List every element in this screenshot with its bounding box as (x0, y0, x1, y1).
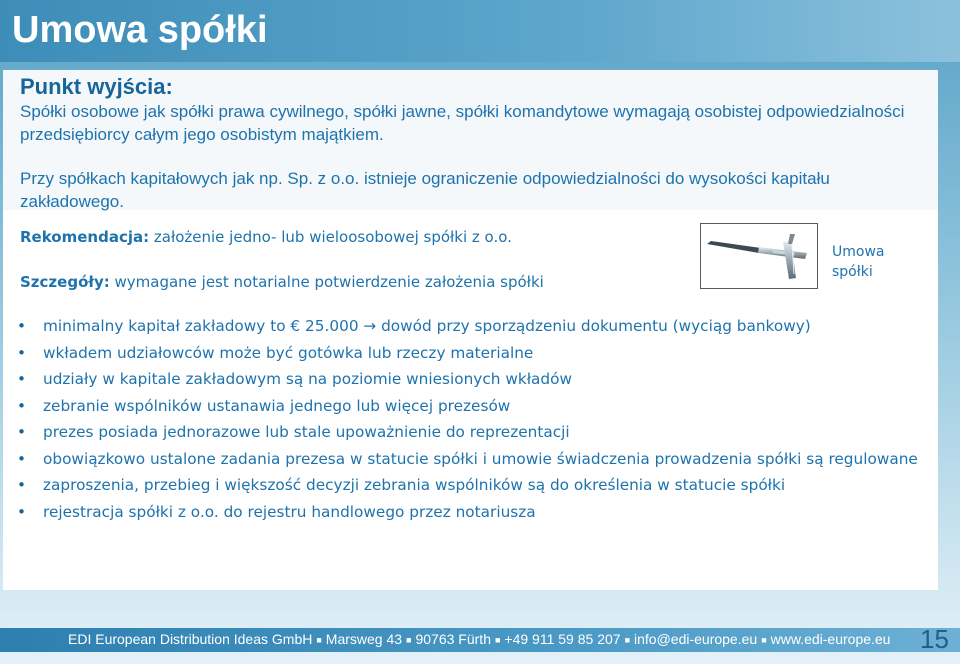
footer-company: EDI European Distribution Ideas GmbH (68, 631, 313, 647)
pen-caption (832, 242, 922, 282)
bullet-item: • zaproszenia, przebieg i większość decyzji zebrania wspólników są do określenia w statucie spółki (3, 472, 938, 499)
details-label: Szczegóły: (20, 273, 110, 291)
recommendation-label: Rekomendacja: (20, 228, 150, 246)
separator-icon: ■ (494, 635, 501, 646)
bullet-item: • minimalny kapitał zakładowy to € 25.000 → dowód przy sporządzeniu dokumentu (wyciąg bankowy) (3, 313, 938, 340)
details-text: wymagane jest notarialne potwierdzenie założenia spółki (114, 273, 544, 291)
intro-paragraph-2: Przy spółkach kapitałowych jak np. Sp. z o.o. istnieje ograniczenie odpowiedzialności do wysokości kapitału zakładowego. (20, 169, 830, 211)
footer-contact (68, 631, 890, 647)
pen-icon (701, 224, 817, 288)
separator-icon: ■ (406, 635, 412, 646)
separator-icon: ■ (624, 635, 630, 646)
bullet-item: • prezes posiada jednorazowe lub stale upoważnienie do reprezentacji (3, 419, 938, 446)
pen-caption-line-1: Umowa (832, 244, 885, 260)
footer-email[interactable]: info@edi-europe.eu (634, 631, 758, 647)
pen-image (700, 223, 818, 289)
recommendation-text: założenie jedno- lub wieloosobowej spółki z o.o. (153, 228, 512, 246)
bullet-item: • zebranie wspólników ustanawia jednego lub więcej prezesów (3, 393, 938, 420)
details-bullet-list (3, 313, 938, 525)
separator-icon: ■ (761, 635, 767, 646)
content-panel (3, 70, 938, 590)
bullet-item: • rejestracja spółki z o.o. do rejestru handlowego przez notariusza (3, 499, 938, 526)
bullet-item: • wkładem udziałowców może być gotówka lub rzeczy materialne (3, 340, 938, 367)
details-line (20, 273, 544, 291)
page-number: 15 (920, 624, 949, 654)
footer-website[interactable]: www.edi-europe.eu (770, 631, 891, 647)
intro-heading: Punkt wyjścia: (20, 74, 173, 99)
pen-caption-line-2: spółki (832, 264, 873, 280)
intro-paragraph-1: Spółki osobowe jak spółki prawa cywilnego, spółki jawne, spółki komandytowe wymagają osobistej odpowiedzialności przedsiębiorcy całym jego osobistym majątkiem. (20, 102, 905, 144)
footer-city: 90763 Fürth (415, 631, 491, 647)
footer-phone: +49 911 59 85 207 (504, 631, 621, 647)
slide-title: Umowa spółki (12, 9, 268, 51)
footer-street: Marsweg 43 (325, 631, 403, 647)
separator-icon: ■ (316, 635, 322, 646)
bullet-item: • udziały w kapitale zakładowym są na poziomie wniesionych wkładów (3, 366, 938, 393)
bullet-item: • obowiązkowo ustalone zadania prezesa w statucie spółki i umowie świadczenia prowadzenia spółki są regulowane (3, 446, 938, 473)
recommendation-line (20, 228, 512, 246)
